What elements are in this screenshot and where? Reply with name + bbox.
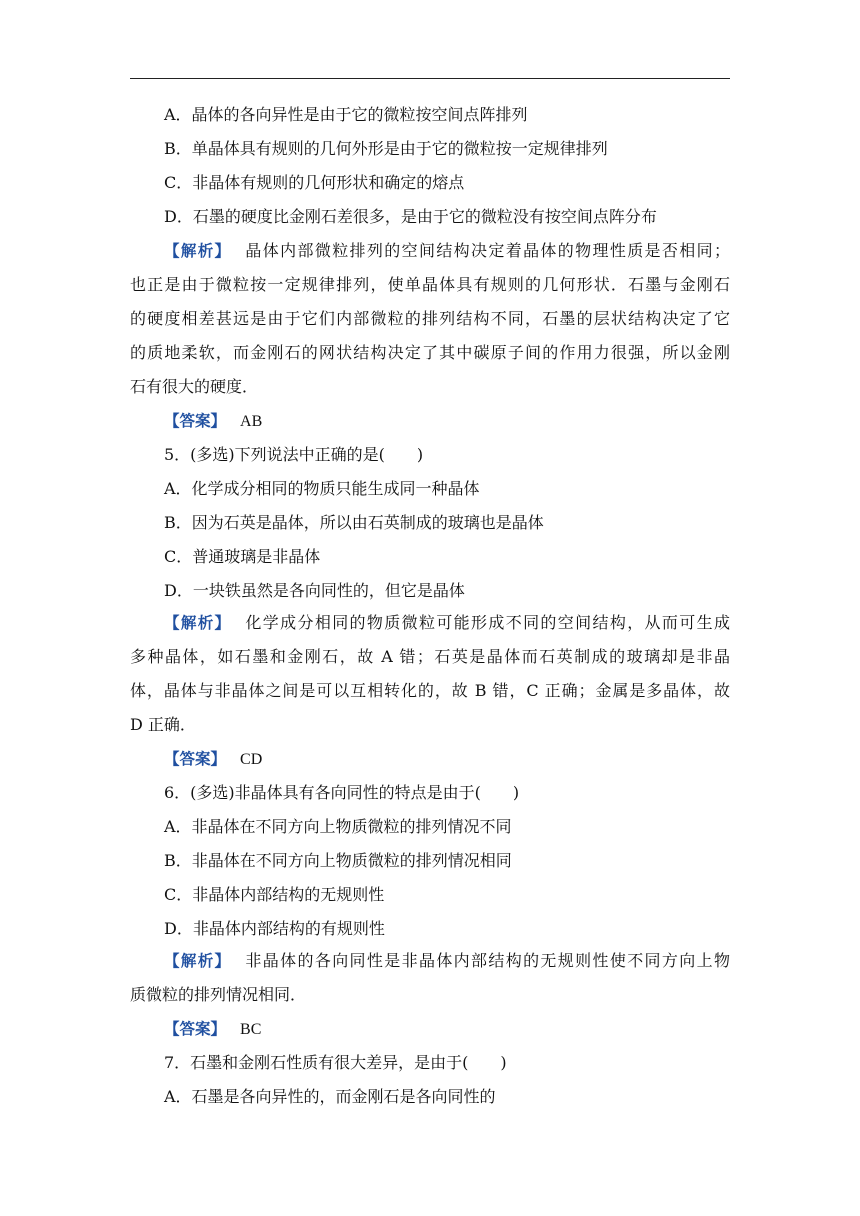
q5-option-a: A．化学成分相同的物质只能生成同一种晶体 xyxy=(164,479,480,498)
q6-option-b: B．非晶体在不同方向上物质微粒的排列情况相同 xyxy=(164,851,512,870)
analysis-tag: 【解析】 xyxy=(164,242,232,260)
q6-answer xyxy=(164,1018,764,1041)
q4-analysis-line: 也正是由于微粒按一定规律排列，使单晶体具有规则的几何形状．石墨与金刚石 xyxy=(130,275,730,294)
q5-option-d: D．一块铁虽然是各向同性的，但它是晶体 xyxy=(164,581,465,600)
answer-value: AB xyxy=(240,413,263,430)
answer-value: BC xyxy=(240,1021,262,1038)
q5-answer xyxy=(164,748,764,771)
answer-tag: 【答案】 xyxy=(164,412,227,430)
analysis-tag: 【解析】 xyxy=(164,952,232,970)
analysis-tag: 【解析】 xyxy=(164,614,232,632)
analysis-text: 晶体内部微粒排列的空间结构决定着晶体的物理性质是否相同； xyxy=(245,241,730,260)
answer-tag: 【答案】 xyxy=(164,1020,227,1038)
q5-analysis-line xyxy=(164,612,730,634)
q6-analysis-line: 质微粒的排列情况相同． xyxy=(130,985,307,1004)
q5-option-c: C．普通玻璃是非晶体 xyxy=(164,547,321,566)
header-rule xyxy=(130,78,730,79)
q7-option-a: A．石墨是各向异性的，而金刚石是各向同性的 xyxy=(164,1087,496,1106)
q4-option-a: A．晶体的各向异性是由于它的微粒按空间点阵排列 xyxy=(164,105,528,124)
q4-option-b: B．单晶体具有规则的几何外形是由于它的微粒按一定规律排列 xyxy=(164,139,608,158)
q7-stem: 7．石墨和金刚石性质有很大差异，是由于( ) xyxy=(164,1053,507,1072)
answer-tag: 【答案】 xyxy=(164,750,227,768)
q4-option-c: C．非晶体有规则的几何形状和确定的熔点 xyxy=(164,173,465,192)
q6-option-a: A．非晶体在不同方向上物质微粒的排列情况不同 xyxy=(164,817,512,836)
q4-answer xyxy=(164,410,764,433)
analysis-text: 非晶体的各向同性是非晶体内部结构的无规则性使不同方向上物 xyxy=(245,951,730,970)
q4-analysis-line: 石有很大的硬度． xyxy=(130,377,259,396)
q6-option-d: D．非晶体内部结构的有规则性 xyxy=(164,919,385,938)
q4-analysis-line: 的质地柔软，而金刚石的网状结构决定了其中碳原子间的作用力很强，所以金刚 xyxy=(130,343,730,362)
q5-analysis-line: 体，晶体与非晶体之间是可以互相转化的，故 B 错，C 正确；金属是多晶体，故 xyxy=(130,681,730,700)
q5-stem: 5．(多选)下列说法中正确的是( ) xyxy=(164,445,424,464)
q4-option-d: D．石墨的硬度比金刚石差很多，是由于它的微粒没有按空间点阵分布 xyxy=(164,207,657,226)
q5-option-b: B．因为石英是晶体，所以由石英制成的玻璃也是晶体 xyxy=(164,513,544,532)
q6-analysis-line xyxy=(164,950,730,972)
answer-value: CD xyxy=(240,751,263,768)
q4-analysis-line: 的硬度相差甚远是由于它们内部微粒的排列结构不同，石墨的层状结构决定了它 xyxy=(130,309,730,328)
q5-analysis-line: 多种晶体，如石墨和金刚石，故 A 错；石英是晶体而石英制成的玻璃却是非晶 xyxy=(130,647,730,666)
q5-analysis-line: D 正确． xyxy=(130,715,196,734)
q6-stem: 6．(多选)非晶体具有各向同性的特点是由于( ) xyxy=(164,783,520,802)
q6-option-c: C．非晶体内部结构的无规则性 xyxy=(164,885,385,904)
analysis-text: 化学成分相同的物质微粒可能形成不同的空间结构，从而可生成 xyxy=(245,613,730,632)
q4-analysis-line xyxy=(164,240,730,262)
